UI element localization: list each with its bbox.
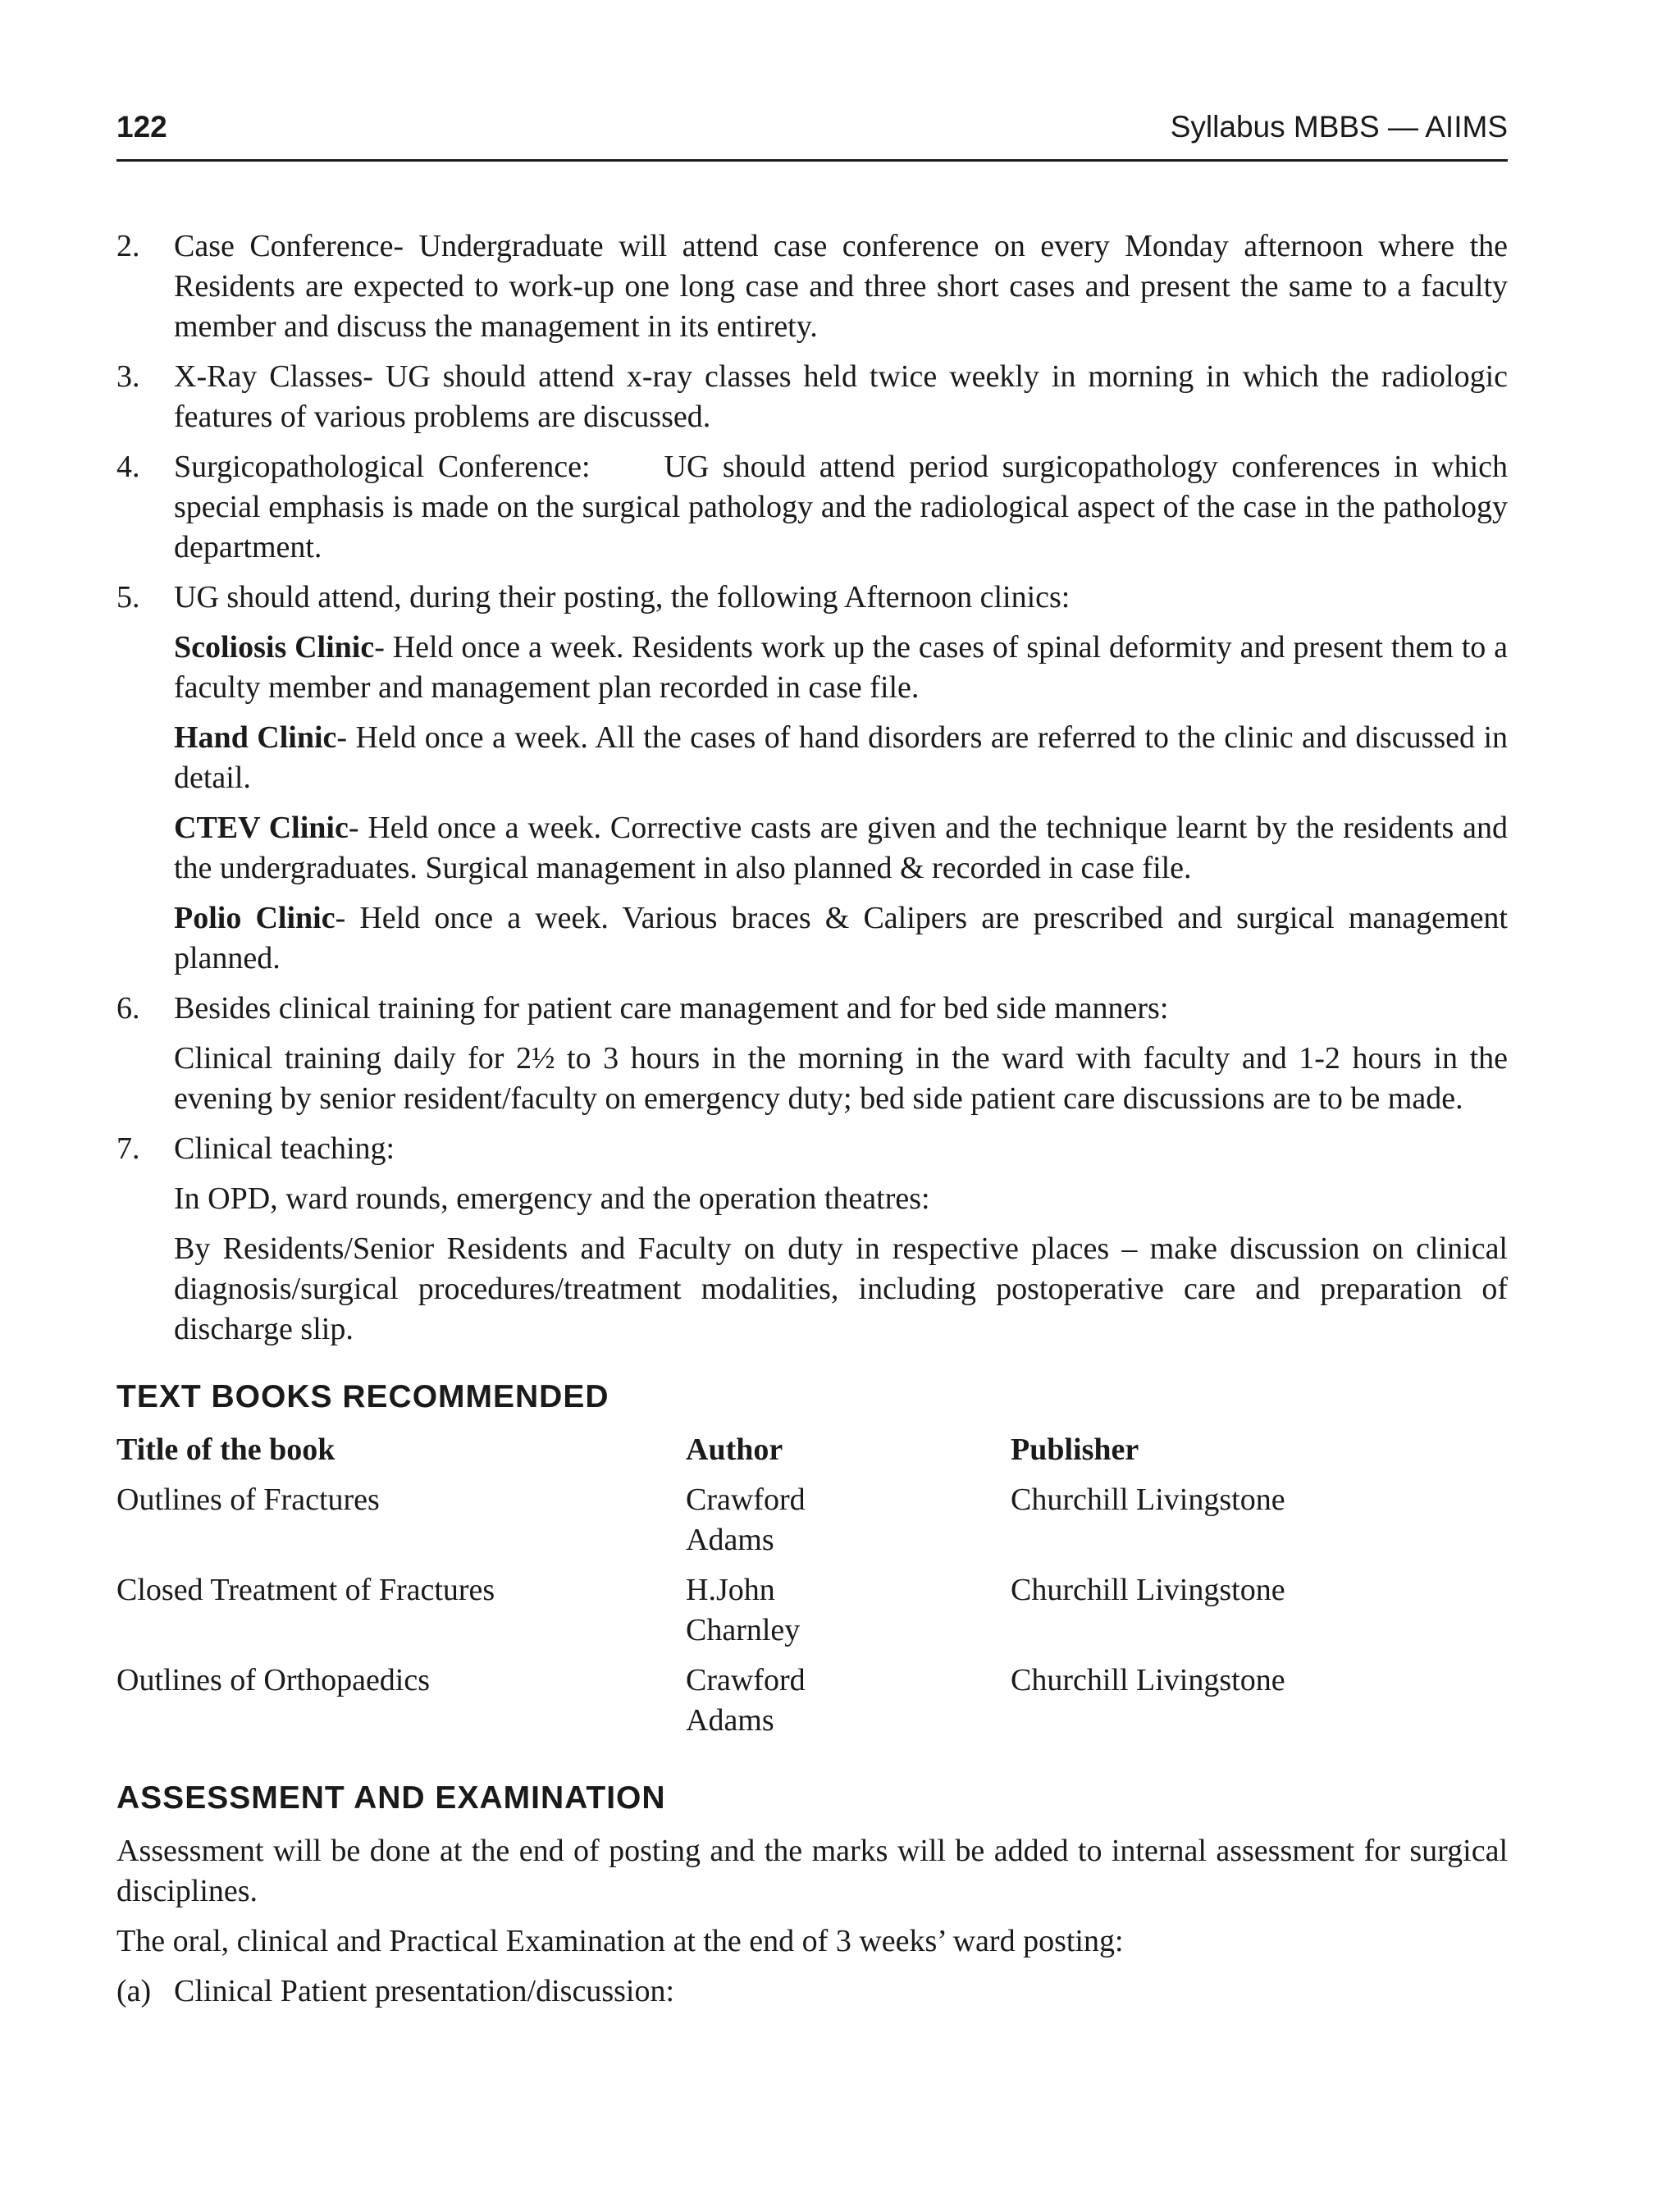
clinic-entry [116,628,1508,708]
table-row [116,1661,1508,1751]
book-author [686,1570,1011,1661]
clinic-name: Scoliosis Clinic [174,630,375,665]
section-heading: TEXT BOOKS RECOMMENDED [116,1379,609,1414]
book-title: Closed Treatment of Fractures [116,1573,495,1607]
table-row [116,1480,1508,1570]
clinic-text: - Held once a week. Residents work up the cases of spinal deformity and present them to a faculty member and management plan recorded in case file. [174,630,1508,705]
clinic-entry [116,898,1508,979]
book-author [686,1480,1011,1570]
list-item [116,989,1508,1029]
list-text: UG should attend, during their posting, the following Afternoon clinics: [174,580,1071,614]
sub-paragraph: In OPD, ward rounds, emergency and the operation theatres: [174,1181,930,1216]
list-text: UG should attend period surgicopathology conferences in which special emphasis is made on the surgical pathology and the radiological aspect of the case in the pathology department. [174,450,1509,564]
running-header [116,110,1508,151]
book-publisher: Churchill Livingstone [1011,1663,1285,1697]
author-line: Charnley [686,1613,801,1647]
list-text: Clinical Patient presentation/discussion: [174,1974,675,2008]
list-item [116,357,1508,437]
author-line: H.John [686,1573,775,1607]
section-heading: ASSESSMENT AND EXAMINATION [116,1780,666,1816]
list-label: Surgicopathological Conference: [174,450,591,484]
column-header: Author [686,1432,783,1467]
clinic-name: Hand Clinic [174,720,337,755]
list-item [116,578,1508,618]
running-title: Syllabus MBBS — AIIMS [1170,110,1508,144]
author-line: Adams [686,1523,774,1557]
column-header: Publisher [1011,1432,1139,1467]
list-text: Clinical teaching: [174,1131,395,1166]
paragraph: The oral, clinical and Practical Examination at the end of 3 weeks’ ward posting: [116,1924,1124,1958]
list-number: 5. [116,580,140,614]
clinic-entry [116,718,1508,798]
list-item [116,226,1508,347]
list-text: Case Conference- Undergraduate will attend case conference on every Monday afternoon where the Residents are expected to work-up one long case and three short cases and present the same to a faculty member and discuss the management in its entirety. [174,229,1508,344]
list-item [116,447,1508,568]
list-number: 6. [116,991,140,1026]
list-item [116,1129,1508,1169]
sub-paragraph: Clinical training daily for 2½ to 3 hours in the morning in the ward with faculty and 1-2 hours in the evening by senior resident/faculty on emergency duty; bed side patient care discussions are to be made. [174,1041,1508,1116]
header-rule [116,159,1508,162]
clinic-name: CTEV Clinic [174,811,349,845]
list-number: 2. [116,229,140,263]
list-number: 3. [116,359,140,394]
author-line: Crawford [686,1663,806,1697]
list-number: 7. [116,1131,140,1166]
book-publisher: Churchill Livingstone [1011,1482,1285,1517]
table-row [116,1570,1508,1661]
document-body [116,226,1508,2022]
list-text: Besides clinical training for patient care management and for bed side manners: [174,991,1169,1026]
clinic-text: - Held once a week. Corrective casts are given and the technique learnt by the residents and the undergraduates. Surgical management in also planned & recorded in case file. [174,811,1508,885]
clinic-name: Polio Clinic [174,901,336,935]
page-number: 122 [116,110,167,144]
list-number: 4. [116,450,140,484]
paragraph: Assessment will be done at the end of posting and the marks will be added to internal assessment for surgical disciplines. [116,1834,1508,1908]
table-header-row [116,1430,1508,1480]
author-line: Adams [686,1703,774,1738]
sub-paragraph: By Residents/Senior Residents and Faculty on duty in respective places – make discussion on clinical diagnosis/surgical procedures/treatment modalities, including postoperative care and preparation of discharge slip. [174,1231,1508,1346]
list-item [116,1971,1508,2012]
clinic-entry [116,808,1508,889]
clinic-text: - Held once a week. Various braces & Calipers are prescribed and surgical management planned. [174,901,1508,975]
book-title: Outlines of Orthopaedics [116,1663,431,1697]
book-publisher: Churchill Livingstone [1011,1573,1285,1607]
book-title: Outlines of Fractures [116,1482,380,1517]
list-text: X-Ray Classes- UG should attend x-ray classes held twice weekly in morning in which the radiologic features of various problems are discussed. [174,359,1508,434]
column-header: Title of the book [116,1432,336,1467]
clinic-text: - Held once a week. All the cases of hand disorders are referred to the clinic and discussed in detail. [174,720,1509,795]
list-number: (a) [116,1974,152,2008]
book-author [686,1661,1011,1751]
author-line: Crawford [686,1482,806,1517]
books-table [116,1430,1508,1751]
